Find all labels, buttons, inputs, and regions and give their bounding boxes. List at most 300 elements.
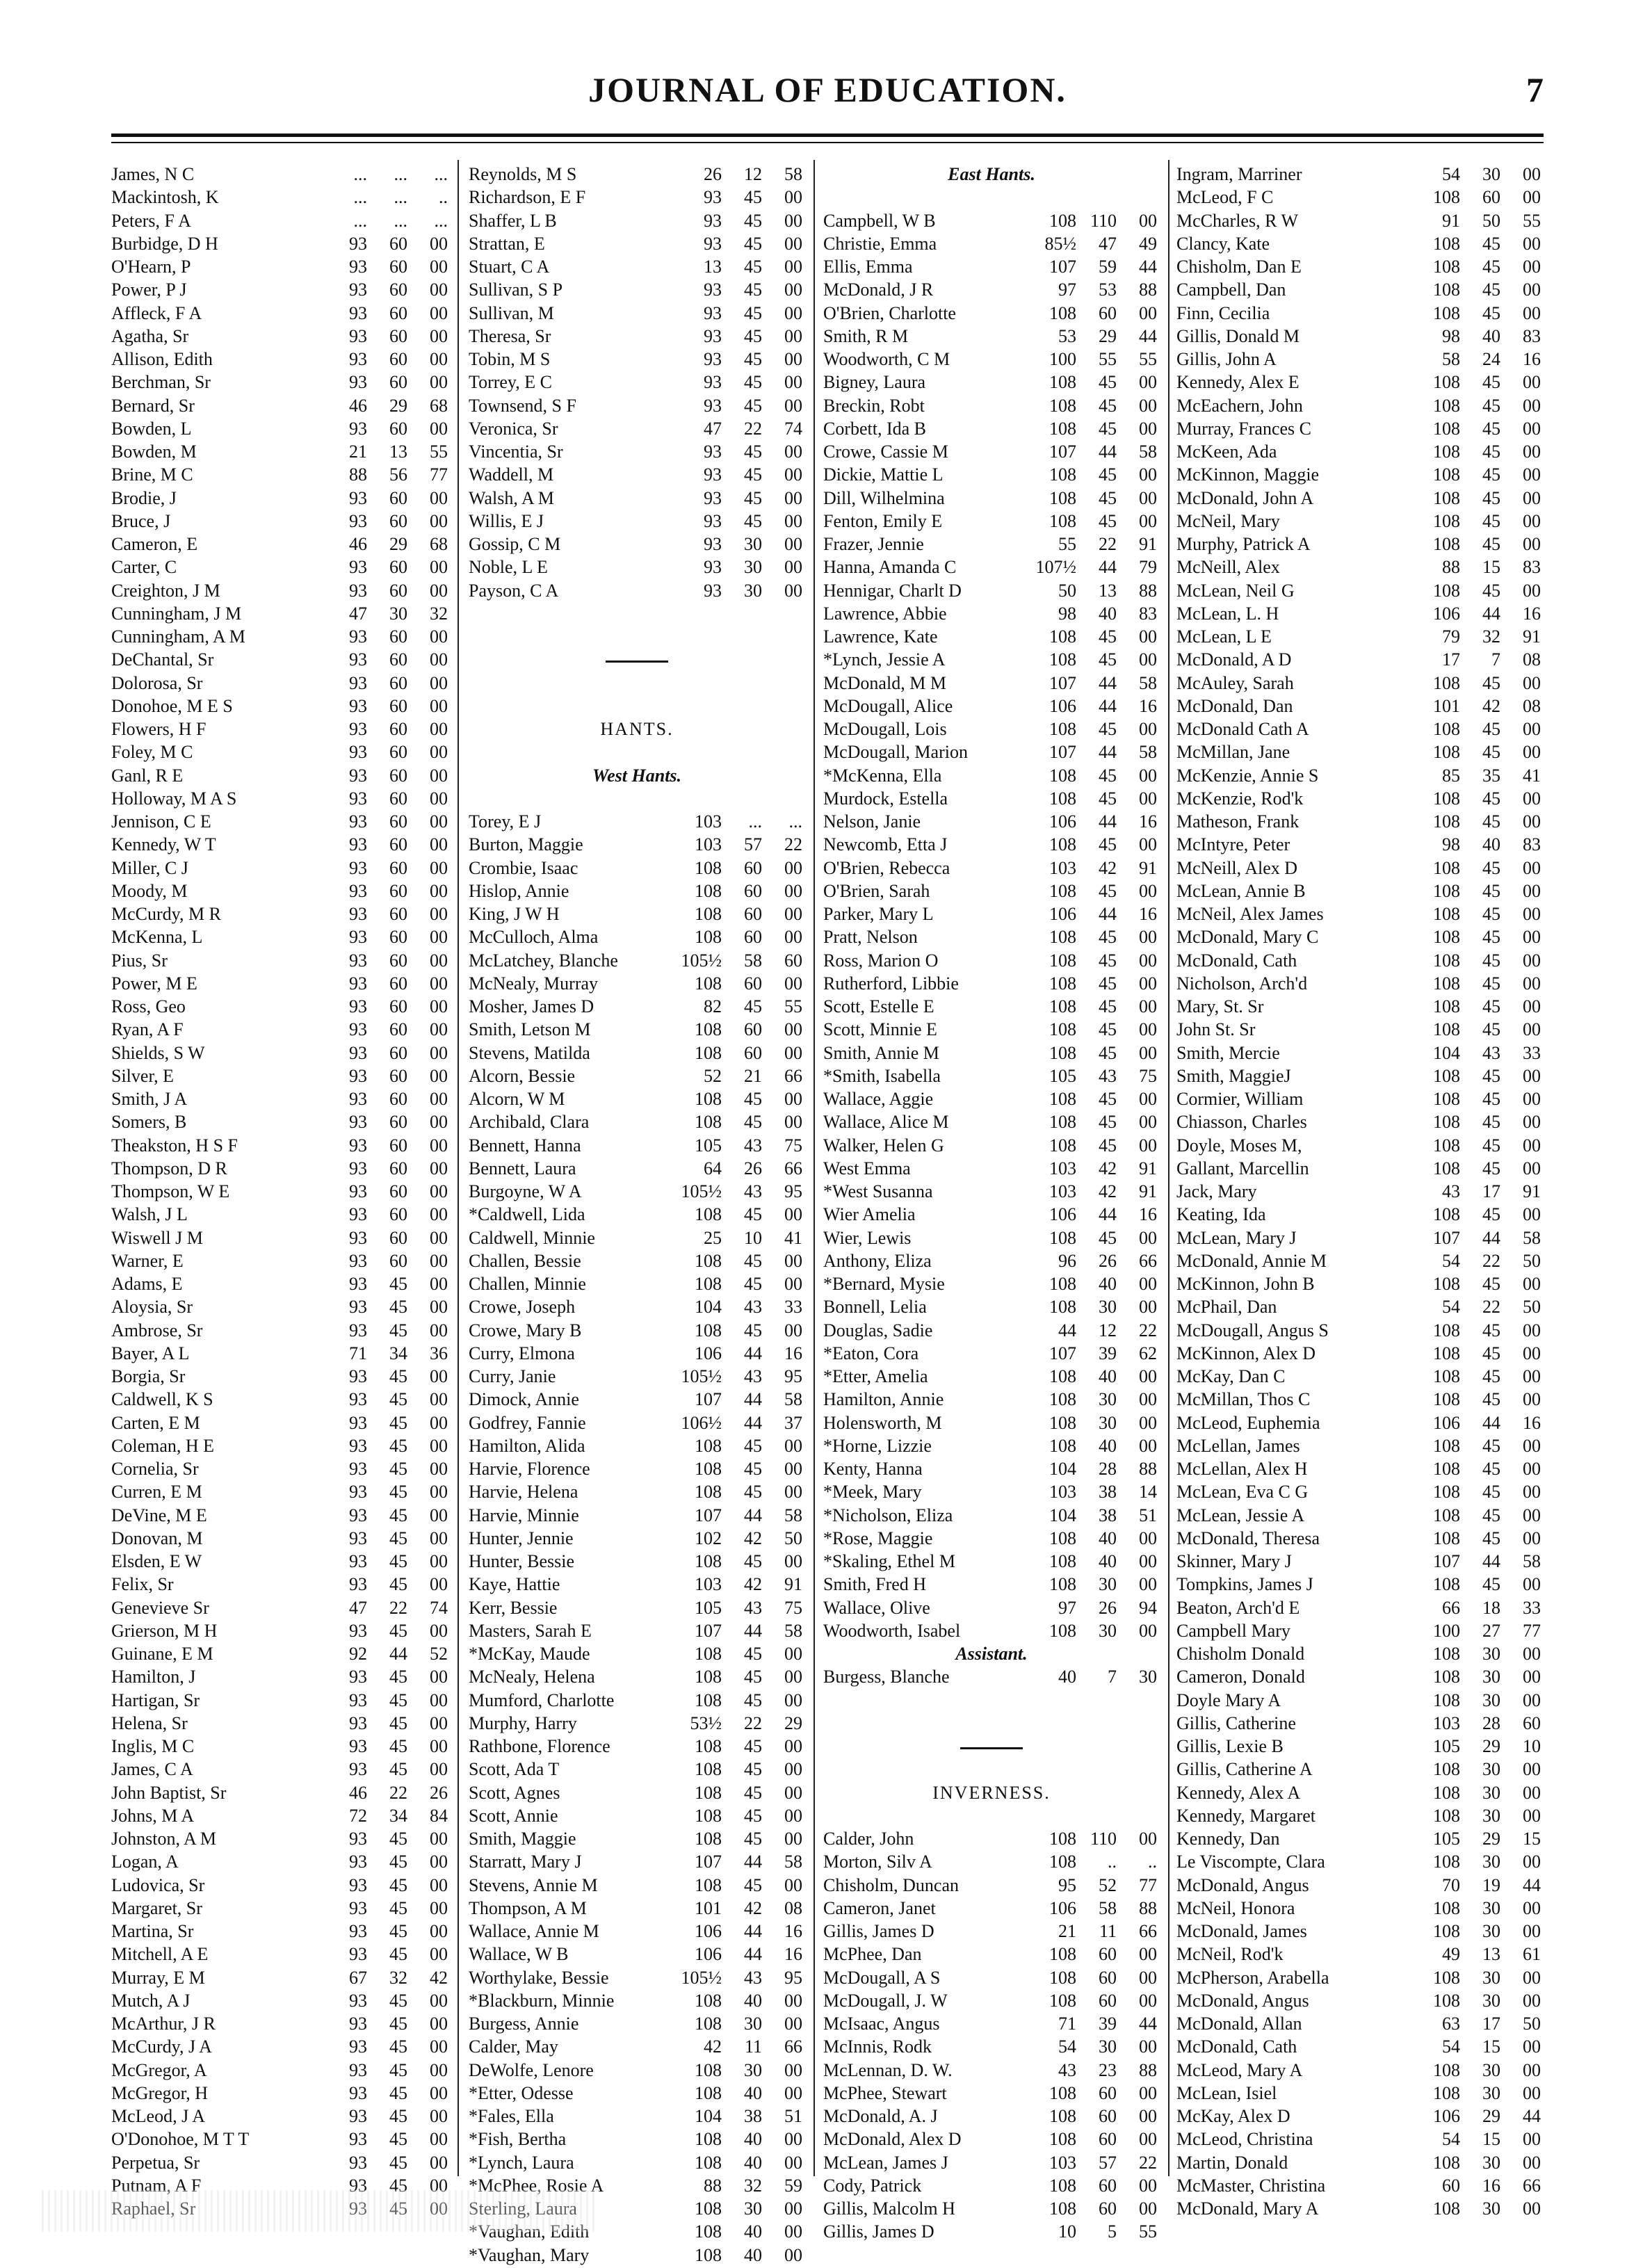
grant-dollars: 60: [389, 1065, 407, 1086]
teacher-name: Gillis, Catherine: [1176, 1712, 1296, 1733]
grant-dollars: 11: [1099, 1921, 1117, 1941]
grant-cents: 00: [430, 950, 448, 971]
teacher-name: McDougall, Angus S: [1176, 1320, 1329, 1340]
teacher-name: Ambrose, Sr: [111, 1320, 203, 1340]
grant-dollars: 12: [744, 164, 762, 184]
grant-cents: 00: [430, 349, 448, 369]
teacher-entry: [469, 1528, 805, 1551]
teacher-name: Strattan, E: [469, 233, 545, 254]
section-dash: [469, 649, 805, 672]
grant-cents: 00: [1139, 2129, 1157, 2150]
days-taught: 106: [1049, 1897, 1076, 1918]
grant-cents: 00: [784, 2014, 802, 2034]
grant-dollars: 45: [1099, 626, 1117, 647]
grant-cents: 00: [1523, 1274, 1541, 1294]
grant-cents: 00: [1139, 1990, 1157, 2011]
teacher-name: McKeen, Ada: [1176, 442, 1277, 462]
grant-dollars: 60: [389, 233, 407, 254]
teacher-name: Affleck, F A: [111, 302, 202, 323]
teacher-entry: [1176, 1158, 1544, 1181]
days-taught: 93: [349, 973, 367, 994]
grant-cents: 00: [430, 1482, 448, 1502]
teacher-name: Cunningham, J M: [111, 603, 242, 624]
grant-dollars: 60: [389, 557, 407, 578]
days-taught: 93: [704, 557, 722, 578]
days-taught: 17: [1442, 649, 1460, 670]
days-taught: 108: [1433, 1690, 1460, 1710]
grant-cents: 44: [1139, 2014, 1157, 2034]
grant-dollars: ...: [394, 210, 407, 231]
grant-cents: 00: [1523, 187, 1541, 208]
grant-cents: 00: [430, 510, 448, 531]
teacher-name: McLellan, James: [1176, 1435, 1300, 1456]
teacher-name: *Bernard, Mysie: [823, 1274, 945, 1294]
teacher-entry: [469, 1783, 805, 1806]
days-taught: 108: [695, 2152, 722, 2173]
teacher-entry: [111, 950, 451, 973]
grant-dollars: 60: [389, 325, 407, 346]
days-taught: 107: [695, 1505, 722, 1525]
teacher-entry: [469, 1574, 805, 1597]
grant-cents: 00: [430, 1112, 448, 1133]
grant-dollars: 30: [744, 2014, 762, 2034]
grant-dollars: 45: [1099, 649, 1117, 670]
grant-dollars: 45: [1482, 1089, 1500, 1109]
grant-dollars: 42: [1482, 695, 1500, 716]
teacher-entry: [469, 1228, 805, 1251]
teacher-entry: [469, 1991, 805, 2014]
section-heading: West Hants.: [592, 765, 682, 786]
grant-dollars: 45: [389, 2106, 407, 2126]
grant-dollars: 44: [389, 1644, 407, 1664]
grant-dollars: 44: [1099, 442, 1117, 462]
teacher-entry: [469, 396, 805, 419]
teacher-entry: [111, 2153, 451, 2176]
grant-cents: 00: [430, 325, 448, 346]
grant-dollars: 60: [389, 996, 407, 1016]
teacher-name: Scott, Estelle E: [823, 996, 934, 1016]
teacher-name: McKay, Alex D: [1176, 2106, 1290, 2126]
teacher-name: McNeil, Honora: [1176, 1897, 1295, 1918]
grant-cents: 00: [430, 1944, 448, 1965]
teacher-entry: [111, 1690, 451, 1713]
teacher-entry: [823, 1921, 1160, 1944]
teacher-name: Gillis, Malcolm H: [823, 2198, 955, 2219]
grant-dollars: 22: [744, 1712, 762, 1733]
teacher-entry: [111, 1089, 451, 1112]
teacher-name: McEachern, John: [1176, 395, 1303, 416]
grant-dollars: 44: [1099, 695, 1117, 716]
teacher-entry: [1176, 1898, 1544, 1921]
teacher-name: Margaret, Sr: [111, 1897, 202, 1918]
days-taught: 93: [349, 257, 367, 277]
grant-cents: 00: [784, 1435, 802, 1456]
days-taught: 85½: [1044, 233, 1076, 254]
grant-dollars: 45: [1482, 1459, 1500, 1479]
days-taught: 93: [704, 395, 722, 416]
teacher-name: Smith, R M: [823, 325, 909, 346]
grant-cents: 00: [1139, 1412, 1157, 1433]
grant-cents: 00: [1523, 880, 1541, 901]
days-taught: 108: [695, 1204, 722, 1225]
teacher-entry: [1176, 2083, 1544, 2106]
days-taught: 104: [1433, 1042, 1460, 1063]
teacher-entry: [469, 1551, 805, 1574]
grant-dollars: 30: [744, 557, 762, 578]
grant-cents: 00: [1139, 880, 1157, 901]
teacher-entry: [823, 950, 1160, 973]
teacher-name: Sullivan, S P: [469, 280, 563, 300]
teacher-entry: [111, 1135, 451, 1158]
teacher-name: Holensworth, M: [823, 1412, 942, 1433]
grant-dollars: 44: [1099, 742, 1117, 763]
days-taught: 108: [695, 2129, 722, 2150]
grant-dollars: 28: [1099, 1459, 1117, 1479]
days-taught: 10: [1058, 2221, 1076, 2242]
grant-cents: 00: [430, 880, 448, 901]
grant-dollars: 13: [389, 442, 407, 462]
grant-cents: 00: [784, 2082, 802, 2103]
page-number: 7: [1526, 70, 1544, 109]
teacher-entry: [111, 1158, 451, 1181]
teacher-entry: [823, 2176, 1160, 2198]
teacher-name: *Fales, Ella: [469, 2106, 554, 2126]
grant-cents: 84: [430, 1805, 448, 1826]
grant-cents: 00: [1523, 534, 1541, 554]
grant-cents: 00: [1523, 280, 1541, 300]
grant-dollars: 45: [1099, 719, 1117, 739]
teacher-name: Power, P J: [111, 280, 187, 300]
grant-cents: 00: [430, 626, 448, 647]
teacher-name: McLean, Mary J: [1176, 1227, 1297, 1248]
grant-dollars: 45: [744, 1089, 762, 1109]
grant-cents: 83: [1523, 325, 1541, 346]
teacher-entry: [111, 927, 451, 950]
teacher-entry: [111, 442, 451, 464]
teacher-name: McKenna, L: [111, 927, 203, 948]
grant-dollars: 45: [744, 1250, 762, 1271]
teacher-name: Bernard, Sr: [111, 395, 195, 416]
grant-cents: 16: [784, 1944, 802, 1965]
days-taught: 108: [1433, 1089, 1460, 1109]
grant-dollars: 44: [744, 1852, 762, 1872]
days-taught: 93: [704, 372, 722, 393]
grant-dollars: 60: [389, 1112, 407, 1133]
grant-dollars: ..: [1108, 1852, 1117, 1872]
teacher-entry: [1176, 1135, 1544, 1158]
teacher-name: Curry, Elmona: [469, 1343, 575, 1363]
teacher-name: Holloway, M A S: [111, 788, 237, 809]
teacher-name: Campbell, Dan: [1176, 280, 1286, 300]
grant-cents: 00: [1523, 233, 1541, 254]
grant-cents: 00: [430, 1089, 448, 1109]
teacher-name: Scott, Agnes: [469, 1782, 560, 1803]
days-taught: 108: [1433, 2082, 1460, 2103]
teacher-name: McDonald, Alex D: [823, 2129, 962, 2150]
days-taught: 108: [695, 1690, 722, 1710]
teacher-entry: [1176, 1667, 1544, 1690]
teacher-entry: [111, 581, 451, 604]
grant-dollars: 45: [389, 1620, 407, 1641]
teacher-entry: [111, 303, 451, 326]
grant-dollars: 15: [1482, 2036, 1500, 2057]
grant-dollars: 60: [744, 1019, 762, 1040]
grant-dollars: 44: [744, 1412, 762, 1433]
teacher-name: Kennedy, W T: [111, 834, 216, 855]
grant-cents: 00: [430, 2198, 448, 2219]
teacher-entry: [1176, 1621, 1544, 1644]
days-taught: 108: [1433, 1065, 1460, 1086]
days-taught: 43: [1058, 2059, 1076, 2080]
teacher-name: Morton, Silv A: [823, 1852, 932, 1872]
teacher-name: McDougall, Marion: [823, 742, 968, 763]
teacher-name: Matheson, Frank: [1176, 811, 1300, 832]
days-taught: 93: [349, 857, 367, 878]
grant-dollars: 45: [744, 1690, 762, 1710]
teacher-entry: [1176, 1574, 1544, 1597]
grant-cents: 32: [430, 603, 448, 624]
teacher-name: Douglas, Sadie: [823, 1320, 933, 1340]
teacher-name: Johns, M A: [111, 1805, 195, 1826]
days-taught: 108: [1433, 742, 1460, 763]
teacher-entry: [823, 1135, 1160, 1158]
teacher-entry: [469, 1875, 805, 1898]
teacher-entry: [111, 719, 451, 742]
grant-dollars: 45: [389, 1274, 407, 1294]
teacher-name: Clancy, Kate: [1176, 233, 1270, 254]
grant-cents: 00: [430, 2014, 448, 2034]
grant-dollars: 45: [389, 1897, 407, 1918]
grant-cents: 00: [430, 1990, 448, 2011]
days-taught: 108: [1433, 950, 1460, 971]
days-taught: 108: [1049, 395, 1076, 416]
teacher-entry: [469, 1690, 805, 1713]
grant-cents: 00: [430, 1297, 448, 1318]
grant-dollars: 43: [744, 1135, 762, 1156]
days-taught: 106: [1049, 904, 1076, 924]
teacher-name: Dimock, Annie: [469, 1389, 579, 1410]
grant-cents: 00: [1523, 1343, 1541, 1363]
teacher-name: Chisholm, Dan E: [1176, 257, 1302, 277]
grant-dollars: 45: [389, 2129, 407, 2150]
grant-dollars: 45: [744, 395, 762, 416]
days-taught: 108: [1049, 1042, 1076, 1063]
teacher-name: Walker, Helen G: [823, 1135, 944, 1156]
grant-cents: 00: [430, 1135, 448, 1156]
days-taught: 93: [349, 1528, 367, 1548]
grant-cents: 00: [784, 857, 802, 878]
grant-cents: 88: [1139, 1897, 1157, 1918]
days-taught: 93: [704, 280, 722, 300]
grant-cents: 00: [430, 1551, 448, 1571]
grant-cents: 00: [1523, 1435, 1541, 1456]
teacher-name: Carter, C: [111, 557, 177, 578]
teacher-name: *Horne, Lizzie: [823, 1435, 932, 1456]
teacher-name: McLean, L. H: [1176, 603, 1279, 624]
grant-cents: 00: [1139, 1551, 1157, 1571]
grant-cents: 00: [430, 2175, 448, 2196]
teacher-name: Somers, B: [111, 1112, 187, 1133]
grant-cents: 00: [1523, 1389, 1541, 1410]
teacher-entry: [1176, 604, 1544, 626]
teacher-name: Flowers, H F: [111, 719, 207, 739]
grant-dollars: 45: [1099, 1089, 1117, 1109]
teacher-name: Lawrence, Kate: [823, 626, 938, 647]
grant-cents: 00: [1139, 1135, 1157, 1156]
teacher-name: McKinnon, Alex D: [1176, 1343, 1316, 1363]
teacher-name: Agatha, Sr: [111, 325, 189, 346]
grant-dollars: 30: [1482, 1759, 1500, 1780]
grant-cents: 00: [1139, 1528, 1157, 1548]
grant-dollars: 40: [1482, 834, 1500, 855]
grant-dollars: 30: [744, 534, 762, 554]
grant-cents: 00: [430, 487, 448, 508]
grant-cents: 00: [1139, 487, 1157, 508]
days-taught: 108: [1433, 1921, 1460, 1941]
days-taught: 93: [704, 534, 722, 554]
teacher-name: McLennan, D. W.: [823, 2059, 953, 2080]
days-taught: 108: [1049, 1967, 1076, 1988]
days-taught: 93: [349, 510, 367, 531]
days-taught: 93: [349, 1505, 367, 1525]
days-taught: 98: [1442, 325, 1460, 346]
grant-cents: 91: [1523, 626, 1541, 647]
grant-cents: 00: [784, 210, 802, 231]
grant-dollars: 27: [1482, 1620, 1500, 1641]
teacher-name: McNeil, Alex James: [1176, 904, 1324, 924]
teacher-entry: [1176, 1413, 1544, 1436]
grant-dollars: 60: [1099, 1967, 1117, 1988]
grant-cents: 00: [784, 2152, 802, 2173]
grant-cents: ...: [788, 811, 802, 832]
teacher-name: Martina, Sr: [111, 1921, 194, 1941]
teacher-entry: [469, 858, 805, 881]
teacher-entry: [469, 1019, 805, 1042]
grant-dollars: 45: [1482, 418, 1500, 439]
grant-dollars: 16: [1482, 2175, 1500, 2196]
teacher-name: McCulloch, Alma: [469, 927, 599, 948]
grant-cents: 00: [1139, 464, 1157, 485]
teacher-entry: [1176, 1089, 1544, 1112]
grant-cents: 00: [784, 395, 802, 416]
days-taught: 102: [695, 1528, 722, 1548]
teacher-entry: [823, 1667, 1160, 1690]
teacher-name: Gillis, John A: [1176, 349, 1277, 369]
grant-cents: 00: [1139, 1829, 1157, 1849]
grant-cents: 00: [430, 1181, 448, 1201]
days-taught: 93: [704, 510, 722, 531]
grant-cents: 83: [1523, 557, 1541, 578]
teacher-name: McGregor, H: [111, 2082, 209, 2103]
days-taught: 108: [1433, 1574, 1460, 1595]
teacher-name: McDonald, Mary C: [1176, 927, 1319, 948]
teacher-entry: [1176, 1551, 1544, 1574]
teacher-entry: [823, 788, 1160, 811]
teacher-entry: [469, 2036, 805, 2059]
teacher-entry: [1176, 1528, 1544, 1551]
grant-dollars: 44: [1482, 603, 1500, 624]
teacher-entry: [1176, 626, 1544, 649]
teacher-name: McDonald Cath A: [1176, 719, 1309, 739]
grant-dollars: 45: [1482, 1366, 1500, 1386]
teacher-name: Smith, Maggie: [469, 1829, 576, 1849]
grant-dollars: 40: [744, 2152, 762, 2173]
teacher-entry: [823, 1251, 1160, 1274]
grant-cents: 00: [430, 2106, 448, 2126]
teacher-entry: [111, 1274, 451, 1297]
teacher-entry: [111, 788, 451, 811]
column-divider: [458, 160, 459, 2176]
days-taught: 108: [1049, 1389, 1076, 1410]
teacher-name: Bennett, Hanna: [469, 1135, 581, 1156]
grant-dollars: 45: [389, 1829, 407, 1849]
teacher-entry: [111, 1366, 451, 1389]
teacher-entry: [823, 534, 1160, 557]
grant-cents: 00: [430, 649, 448, 670]
days-taught: 63: [1442, 2014, 1460, 2034]
grant-dollars: 44: [744, 1505, 762, 1525]
teacher-name: Gillis, James D: [823, 1921, 934, 1941]
teacher-name: Doyle, Moses M,: [1176, 1135, 1302, 1156]
grant-dollars: 34: [389, 1805, 407, 1826]
days-taught: 93: [349, 880, 367, 901]
days-taught: 54: [1442, 164, 1460, 184]
grant-dollars: 30: [1482, 1852, 1500, 1872]
grant-cents: 00: [1523, 996, 1541, 1016]
grant-cents: 55: [1523, 210, 1541, 231]
grant-dollars: 45: [744, 187, 762, 208]
grant-dollars: 60: [389, 1042, 407, 1063]
grant-cents: 00: [784, 904, 802, 924]
teacher-name: Smith, Annie M: [823, 1042, 939, 1063]
days-taught: 108: [695, 857, 722, 878]
grant-cents: 00: [784, 349, 802, 369]
grant-dollars: 45: [1482, 280, 1500, 300]
teacher-name: O'Hearn, P: [111, 257, 191, 277]
days-taught: 105½: [681, 1366, 722, 1386]
days-taught: 93: [349, 1435, 367, 1456]
grant-cents: 00: [1523, 487, 1541, 508]
days-taught: 93: [349, 557, 367, 578]
teacher-entry: [469, 349, 805, 372]
grant-cents: 16: [1139, 811, 1157, 832]
teacher-entry: [1176, 1852, 1544, 1874]
days-taught: 40: [1058, 1667, 1076, 1687]
days-taught: 53: [1058, 325, 1076, 346]
teacher-entry: [469, 581, 805, 604]
teacher-name: Murphy, Harry: [469, 1712, 577, 1733]
days-taught: 108: [1049, 1135, 1076, 1156]
grant-cents: 91: [1139, 1158, 1157, 1178]
teacher-name: Hislop, Annie: [469, 880, 569, 901]
grant-dollars: 60: [389, 765, 407, 786]
teacher-entry: [469, 1505, 805, 1528]
days-taught: 105: [1433, 1829, 1460, 1849]
days-taught: 107: [1049, 742, 1076, 763]
teacher-name: Townsend, S F: [469, 395, 576, 416]
grant-dollars: 29: [1482, 1736, 1500, 1756]
days-taught: 108: [695, 1759, 722, 1780]
grant-cents: 00: [784, 580, 802, 601]
teacher-entry: [111, 1112, 451, 1135]
teacher-entry: [111, 696, 451, 719]
teacher-entry: [469, 1806, 805, 1829]
grant-cents: 00: [784, 2221, 802, 2242]
days-taught: 91: [1442, 210, 1460, 231]
teacher-entry: [469, 1089, 805, 1112]
teacher-entry: [823, 1482, 1160, 1505]
grant-dollars: 60: [1099, 302, 1117, 323]
